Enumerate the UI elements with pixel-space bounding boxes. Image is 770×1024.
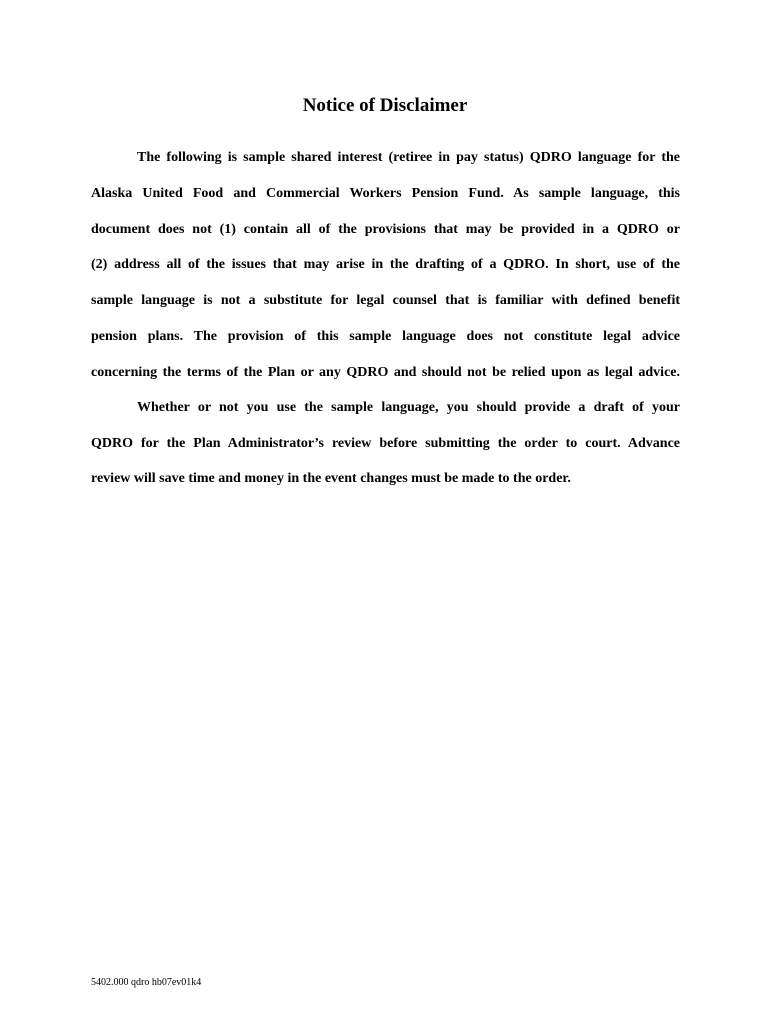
paragraph-1-line-4: (2) address all of the issues that may arise in the drafting of a QDRO. In short, use of the <box>91 257 680 272</box>
document-title: Notice of Disclaimer <box>302 95 468 116</box>
paragraph-1-line-3: document does not (1) contain all of the provisions that may be provided in a QDRO or <box>91 222 680 237</box>
paragraph-1-line-5: sample language is not a substitute for legal counsel that is familiar with defined benefit <box>91 293 680 308</box>
paragraph-2-line-2: QDRO for the Plan Administrator’s review before submitting the order to court. Advance <box>91 436 680 451</box>
document-footer-code: 5402.000 qdro hb07ev01k4 <box>91 977 202 988</box>
paragraph-1-line-2: Alaska United Food and Commercial Workers Pension Fund. As sample language, this <box>91 186 680 201</box>
paragraph-1-line-6: pension plans. The provision of this sample language does not constitute legal advice <box>91 329 680 344</box>
paragraph-1-line-7: concerning the terms of the Plan or any QDRO and should not be relied upon as legal advice. <box>91 365 680 380</box>
paragraph-2-line-1: Whether or not you use the sample language, you should provide a draft of your <box>137 400 680 415</box>
paragraph-1-line-1: The following is sample shared interest (retiree in pay status) QDRO language for the <box>137 150 680 165</box>
paragraph-2-line-3: review will save time and money in the event changes must be made to the order. <box>91 471 571 486</box>
